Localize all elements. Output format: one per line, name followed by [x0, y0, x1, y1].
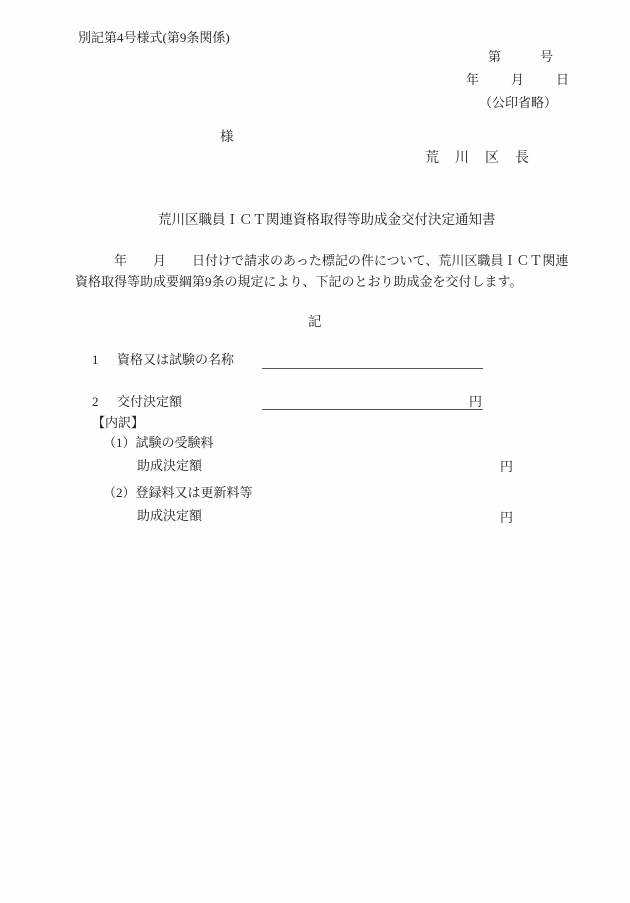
- item-2-label: 交付決定額: [117, 394, 183, 409]
- document-title: 荒川区職員ＩＣＴ関連資格取得等助成金交付決定通知書: [158, 212, 496, 227]
- doc-number: 第 号: [488, 49, 554, 64]
- recipient-honorific: 様: [220, 129, 234, 144]
- item-1-fill-line: [262, 368, 483, 369]
- breakdown-1-unit: 円: [500, 459, 514, 474]
- issue-date: 年 月 日: [466, 72, 572, 87]
- item-2-number: 2: [92, 394, 99, 409]
- record-marker: 記: [308, 314, 322, 329]
- breakdown-2-label: 助成決定額: [137, 508, 203, 523]
- breakdown-1-label: 助成決定額: [137, 458, 203, 473]
- item-1-number: 1: [92, 352, 99, 367]
- item-1-label: 資格又は試験の名称: [117, 352, 235, 367]
- breakdown-2-title: （2）登録料又は更新料等: [103, 485, 253, 500]
- item-2-fill-line: [262, 409, 483, 410]
- sender-name: 荒 川 区 長: [425, 151, 530, 166]
- body-line-1: 年 月 日付けで請求のあった標記の件について、荒川区職員ＩＣＴ関連: [75, 253, 569, 268]
- form-number: 別記第4号様式(第9条関係): [78, 30, 230, 45]
- seal-note: （公印省略）: [479, 95, 558, 110]
- breakdown-1-title: （1）試験の受験料: [103, 435, 214, 450]
- breakdown-heading: 【内訳】: [92, 415, 145, 430]
- item-2-unit: 円: [469, 394, 483, 409]
- body-line-2: 資格取得等助成要綱第9条の規定により、下記のとおり助成金を交付します。: [75, 274, 523, 289]
- breakdown-2-unit: 円: [500, 510, 514, 525]
